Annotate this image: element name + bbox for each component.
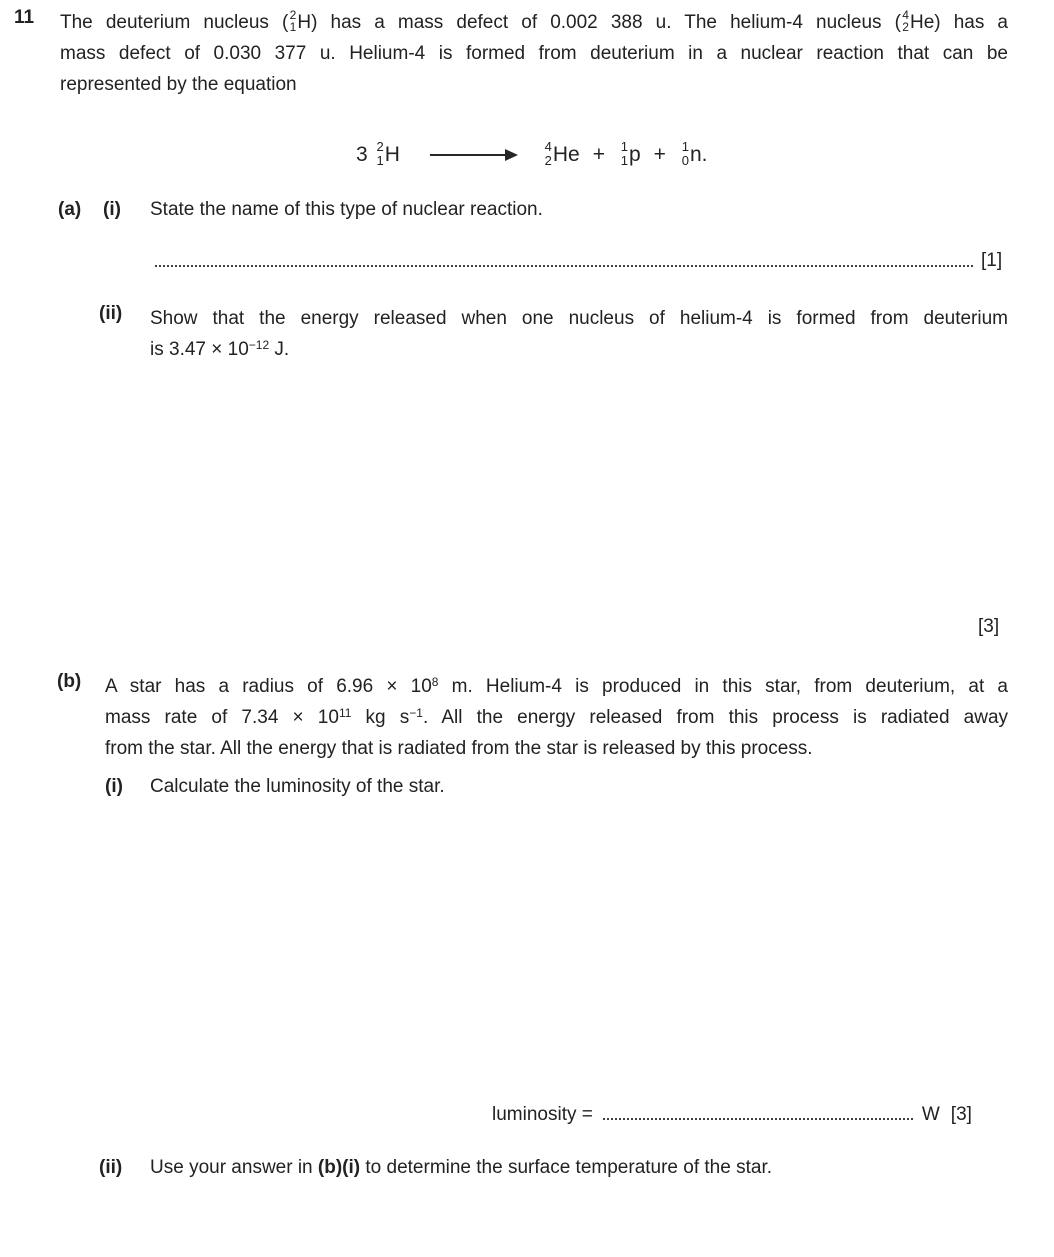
atomic-number: 0	[681, 153, 689, 168]
nuclide-scripts	[618, 139, 629, 168]
question-number: 11	[14, 7, 35, 28]
equation-coefficient: 3	[356, 143, 368, 166]
nuclide-helium4	[901, 8, 935, 34]
part-a-ii-line-1: Show that the energy released when one nucleus of helium-4 is formed from deuterium	[150, 308, 1008, 329]
part-a-ii-line-2	[150, 334, 1008, 365]
answer-dotted-line	[155, 248, 973, 267]
exponent: −12	[248, 338, 270, 352]
prompt-text: is 3.47 × 10	[150, 339, 249, 360]
nuclide-scripts	[901, 8, 910, 34]
atomic-number: 1	[620, 153, 628, 168]
part-b-line-3: from the star. All the energy that is radiated from the star is released by this process.	[105, 738, 813, 759]
intro-line-3: represented by the equation	[60, 74, 297, 95]
element-symbol: He	[552, 143, 580, 166]
nuclide-proton	[618, 139, 641, 168]
part-a-ii-label: (ii)	[99, 303, 123, 324]
element-symbol: p	[628, 143, 641, 166]
part-b-line-2	[105, 702, 1008, 733]
part-b-ii-label: (ii)	[99, 1157, 123, 1178]
element-symbol: H	[297, 12, 312, 33]
nuclide-scripts	[374, 139, 385, 168]
atomic-number: 2	[902, 20, 909, 34]
nuclide-deuterium	[288, 8, 312, 34]
element-symbol: H	[384, 143, 400, 166]
nuclide-helium4	[542, 139, 580, 168]
mass-number: 4	[902, 8, 909, 22]
body-text: mass rate of 7.34 × 10	[105, 707, 339, 728]
intro-text: The deuterium nucleus (	[60, 12, 289, 33]
luminosity-answer-row	[492, 1104, 972, 1126]
nuclide-scripts	[679, 139, 690, 168]
answer-label: luminosity =	[492, 1104, 593, 1125]
mass-number: 4	[544, 139, 552, 154]
nuclide-deuterium	[374, 139, 400, 168]
reaction-arrow-icon	[430, 154, 516, 156]
nuclide-scripts	[542, 139, 553, 168]
part-a-i-prompt: State the name of this type of nuclear reaction.	[150, 199, 543, 220]
part-b-line-1	[105, 671, 1008, 702]
exponent: −1	[409, 706, 423, 720]
marks-a-i: [1]	[981, 250, 1003, 271]
intro-line-2: mass defect of 0.030 377 u. Helium-4 is formed from deuterium in a nuclear reaction that can be	[60, 43, 1008, 64]
question-intro	[60, 7, 1008, 100]
nuclide-scripts	[288, 8, 297, 34]
element-symbol: n	[689, 143, 702, 166]
cross-reference: (b)(i)	[317, 1157, 361, 1178]
atomic-number: 1	[289, 20, 297, 34]
intro-text: ) has a mass defect of 0.002 388 u. The helium-4 nucleus (	[311, 12, 901, 33]
answer-dotted-line	[603, 1104, 913, 1120]
body-text: kg s	[351, 707, 410, 728]
prompt-text: to determine the surface temperature of the star.	[360, 1157, 772, 1178]
marks-a-ii: [3]	[978, 616, 1000, 637]
element-symbol: He	[909, 12, 935, 33]
prompt-text: J.	[269, 339, 290, 360]
exponent: 11	[338, 706, 352, 720]
equation-period: .	[701, 143, 708, 166]
part-b-ii-prompt	[150, 1157, 1010, 1179]
part-b-intro	[105, 671, 1008, 764]
prompt-text: Use your answer in	[150, 1157, 318, 1178]
part-b-i-prompt: Calculate the luminosity of the star.	[150, 776, 445, 797]
exponent: 8	[431, 675, 439, 689]
intro-text: ) has a	[934, 12, 1008, 33]
body-text: . All the energy released from this process is radiated away	[422, 707, 1009, 728]
body-text: m. Helium-4 is produced in this star, from deuterium, at a	[438, 676, 1008, 697]
part-b-label: (b)	[57, 671, 82, 692]
part-a-label: (a)	[58, 199, 82, 220]
atomic-number: 2	[544, 153, 552, 168]
part-a-i-label: (i)	[103, 199, 121, 220]
nuclide-neutron	[679, 139, 708, 168]
mass-number: 2	[289, 8, 297, 22]
nuclear-equation	[356, 136, 707, 174]
plus-sign: +	[653, 143, 666, 166]
mass-number: 2	[376, 139, 384, 154]
plus-sign: +	[592, 143, 605, 166]
atomic-number: 1	[376, 153, 384, 168]
part-a-ii-prompt	[150, 303, 1008, 365]
answer-unit: W	[921, 1104, 940, 1125]
marks-b-i: [3]	[950, 1104, 972, 1125]
body-text: A star has a radius of 6.96 × 10	[105, 676, 432, 697]
mass-number: 1	[620, 139, 628, 154]
part-b-i-label: (i)	[105, 776, 123, 797]
intro-line-1	[60, 7, 1008, 38]
mass-number: 1	[681, 139, 689, 154]
